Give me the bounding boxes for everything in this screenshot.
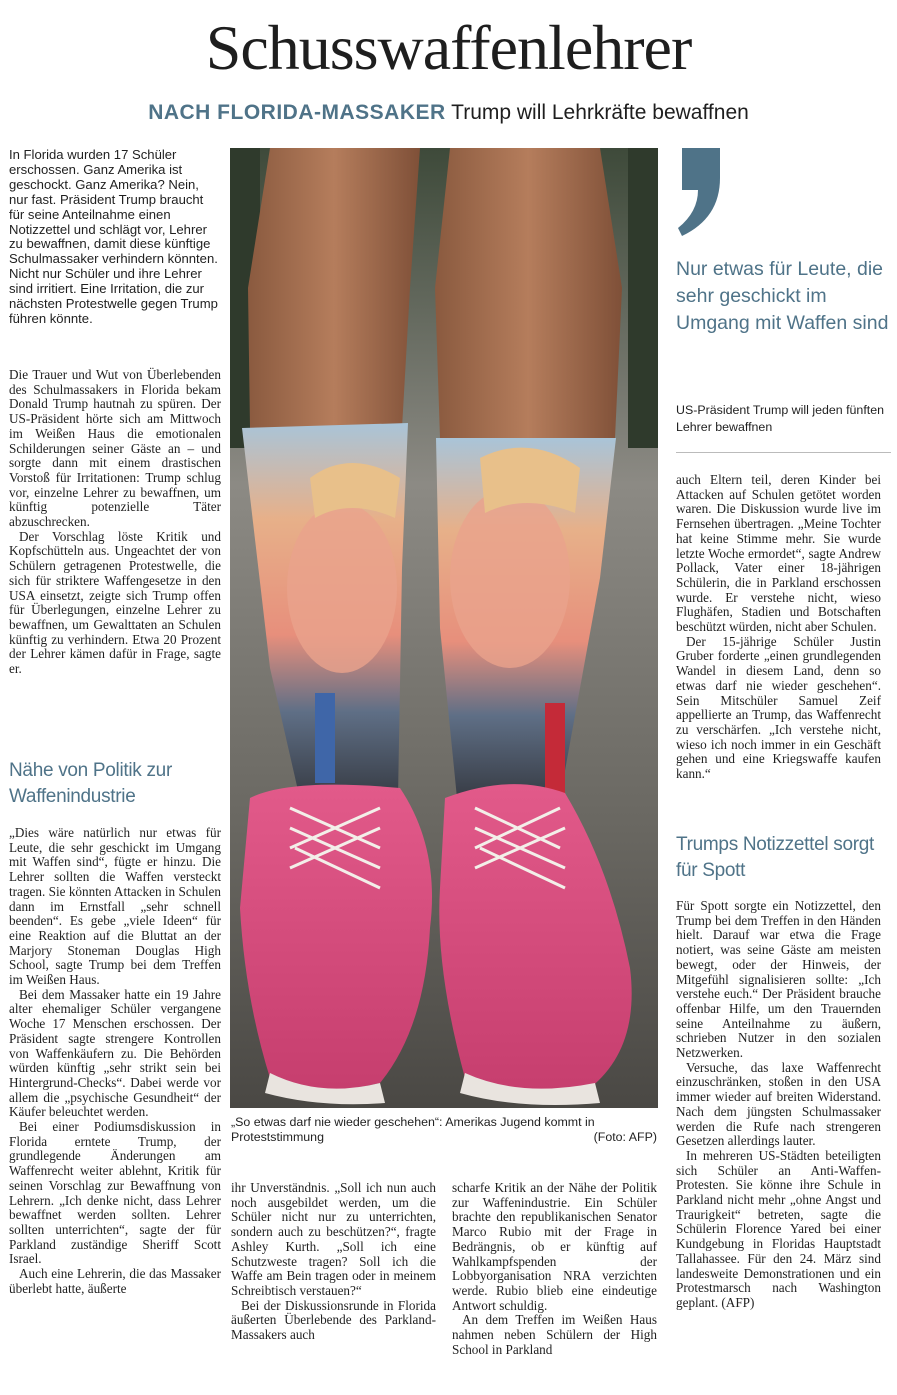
caption-text: „So etwas darf nie wieder geschehen“: Amerikas Jugend kommt in Proteststimmung [231,1115,595,1144]
paragraph: Auch eine Lehrerin, die das Massaker überlebt hatte, äußerte [9,1266,221,1296]
paragraph: „Dies wäre natürlich nur etwas für Leute, die sehr geschickt im Umgang mit Waffen sind“, fügte er hinzu. Die Lehrer sollten die Waffen versteckt tragen. Sie könnten Attacken in Schulen dann im Ernstfall „sehr schnell beenden“. Es gebe „viele Ideen“ für eine Reaktion auf die Bluttat an der Marjory Stoneman Douglas High School, sagte Trump bei dem Treffen im Weißen Haus. [9,825,221,988]
quote-comma-icon [674,148,724,238]
paragraph: Der Vorschlag löste Kritik und Kopfschütteln aus. Ungeachtet der von Schülern getragenen Protestwelle, die sich für striktere Waffengesetze in den USA einsetzt, zeigte sich Trump offen für Überlegungen, einzelne Lehrer zu bewaffnen, um Gewalttaten an Schulen künftig zu verhindern. Etwa 20 Prozent der Lehrer kämen dafür in Frage, sagte er. [9,528,221,677]
pull-quote: Nur etwas für Leute, die sehr geschickt im Umgang mit Waffen sind [676,258,889,334]
kicker: NACH FLORIDA-MASSAKER [148,101,446,124]
socks-photo-illustration [230,148,658,1108]
section-subhead-industry: Nähe von Politik zur Waffenindustrie [9,760,172,807]
paragraph: Bei dem Massaker hatte ein 19 Jahre alter ehemaliger Schüler vergangene Woche 17 Menschen erschossen. Der Präsident sagte strengere Kontrollen von Waffenkäufern zu. Die Behörden würden künftig „sehr strikt sein bei Hintergrund-Checks“. Dabei werde vor allem die „psychische Gesundheit“ der Käufer beleuchtet werden. [9,986,221,1120]
photo-credit: (Foto: AFP) [593,1130,657,1144]
column-3 [452,1181,657,1357]
paragraph: Die Trauer und Wut von Überlebenden des Schulmassakers in Florida bekam Donald Trump hautnah zu spüren. Der US-Präsident hörte sich am Mittwoch im Weißen Haus die emotionalen Schilderungen seiner Gäste an – und sorgte dann mit einem drastischen Vorstoß für Irritationen: Trump schlug vor, einzelne Lehrer zu bewaffnen, um künftig potenzielle Täter abzuschrecken. [9,367,221,530]
column-4-part-b [676,899,881,1311]
headline: Schusswaffenlehrer [205,12,692,83]
paragraph: An dem Treffen im Weißen Haus nahmen neben Schülern der High School in Parkland [452,1312,657,1357]
paragraph: Der 15-jährige Schüler Justin Gruber forderte „einen grundlegenden Wandel in diesem Land, denn so etwas darf nie wieder geschehen“. Sein Mitschüler Samuel Zeif appellierte an Trump, das Waffenrecht zu verschärfen. „Ich verstehe nicht, wieso ich noch immer in ein Geschäft gehen und eine Kriegswaffe kaufen kann.“ [676,633,881,782]
paragraph: auch Eltern teil, deren Kinder bei Attacken auf Schulen getötet worden waren. Die Diskussion wurde live im Fernsehen übertragen. „Meine Tochter hat keine Stimme mehr. Sie wurde letzte Woche ermordet“, sagte Andrew Pollack, Vater einer 18-jährigen Schülerin, die in Parkland erschossen wurde. Er verstehe nicht, wieso Flughäfen, Stadien und Botschaften beschützt würden, nicht aber Schulen. [676,472,881,635]
divider [676,452,891,453]
paragraph: scharfe Kritik an der Nähe der Politik zur Waffenindustrie. Ein Schüler brachte den republikanischen Senator Marco Rubio mit der Frage in Bedrängnis, ob er künftig auf Wahlkampfspenden der Lobbyorganisation NRA verzichten werde. Rubio blieb eine eindeutige Antwort schuldig. [452,1180,657,1313]
paragraph: ihr Unverständnis. „Soll ich nun auch noch ausgebildet werden, um die Schüler nicht nur zu unterrichten, sondern auch zu beschützen?“, fragte Ashley Kurth. „Soll ich eine Schutzweste tragen? Soll ich die Waffe am Bein tragen oder in meinem Schreibtisch verstauen?“ [231,1180,436,1298]
intro-teaser: In Florida wurden 17 Schüler erschossen. Ganz Amerika ist geschockt. Ganz Amerika? Nein, nur fast. Präsident Trump braucht für seine Anteilnahme einen Notizzettel und schlägt vor, Lehrer zu bewaffnen, damit diese künftige Schulmassaker verhindern könnten. Nicht nur Schüler und ihre Lehrer sind irritiert. Eine Irritation, die zur nächsten Protestwelle gegen Trump führen könnte. [9,147,218,326]
column-1-part-a [9,368,221,677]
photo-caption [231,1115,657,1145]
subheadline: Trump will Lehrkräfte bewaffnen [451,101,749,124]
paragraph: In mehreren US-Städten beteiligten sich Schüler an Anti-Waffen-Protesten. Sie könne ihre Schule in Parkland nicht mehr „ohne Angst und Traurigkeit“ betreten, sagte die Schülerin Florence Yared bei einer Kundgebung in Floridas Hauptstadt Tallahassee. Für den 24. März sind landesweite Demonstrationen und ein Protestmarsch nach Washington geplant. (AFP) [676,1147,881,1310]
column-4-part-a [676,473,881,782]
paragraph: Bei einer Podiumsdiskussion in Florida erntete Trump, der grundlegende Änderungen am Waffenrecht weiter ablehnt, Kritik für seinen Vorschlag zur Bewaffnung von Lehrern. „Ich denke nicht, dass Lehrer bewaffnet werden sollten. Lehrer sollten unterrichten“, sagte der für Parkland zuständige Sheriff Scott Israel. [9,1119,221,1267]
column-2 [231,1181,436,1343]
pull-quote-source: US-Präsident Trump will jeden fünften Lehrer bewaffnen [676,403,884,434]
subheadline-line [0,99,897,127]
section-subhead-notes: Trumps Notizzettel sorgt für Spott [676,834,874,881]
article-photo [230,148,658,1108]
paragraph: Bei der Diskussionsrunde in Florida äußerten Überlebende des Parkland-Massakers auch [231,1297,436,1343]
paragraph: Für Spott sorgte ein Notizzettel, den Trump bei dem Treffen in den Händen hielt. Darauf war etwa die Frage notiert, was seine Gäste am meisten bewegt, oder der Hinweis, der Mitgefühl signalisieren sollte: „Ich verstehe euch.“ Der Präsident brauche offenbar Hilfe, um den Trauernden seine Anteilnahme zu äußern, schrieben Nutzer in den sozialen Netzwerken. [676,898,881,1061]
paragraph: Versuche, das laxe Waffenrecht einzuschränken, stoßen in den USA immer wieder auf breiten Widerstand. Nach dem jüngsten Schulmassaker werden die Rufe nach strengeren Gesetzen allerdings lauter. [676,1059,881,1149]
column-1-part-b [9,826,221,1297]
